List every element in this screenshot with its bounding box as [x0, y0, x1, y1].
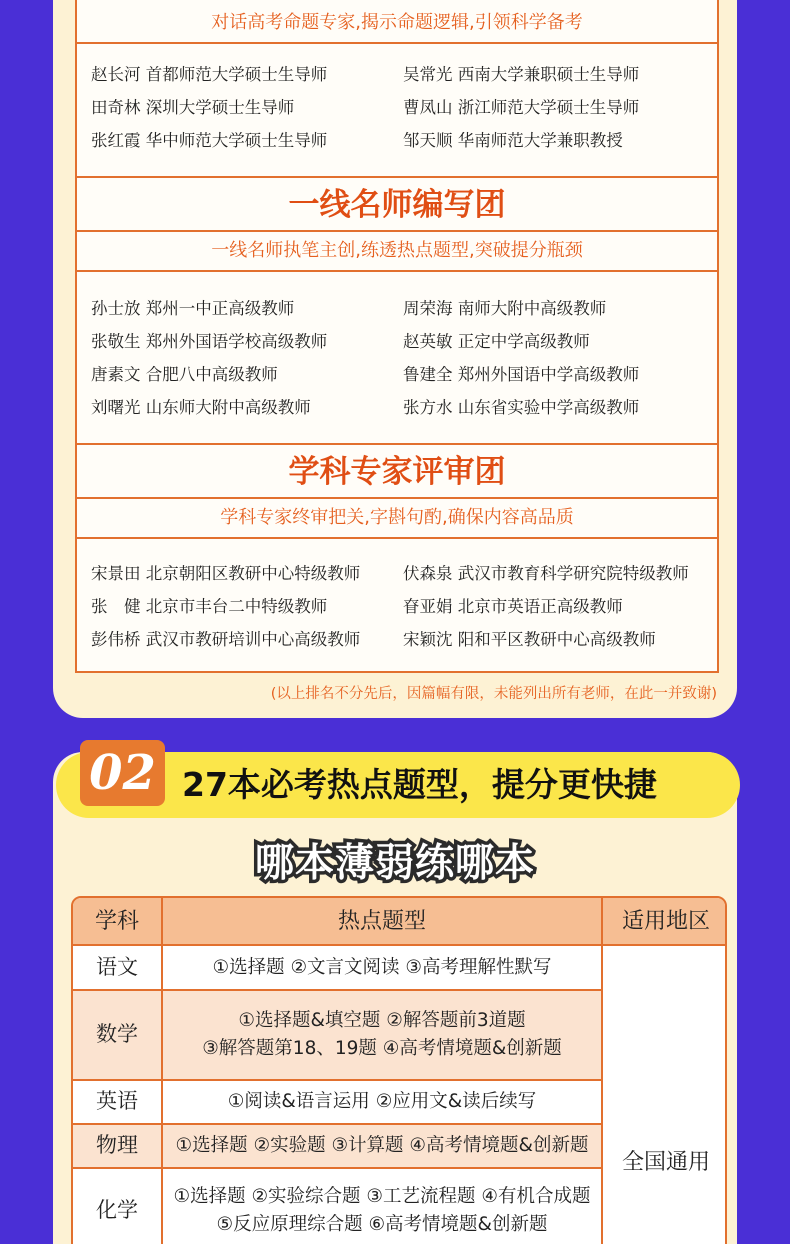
types-line: ①选择题 ②文言文阅读 ③高考理解性默写 — [212, 956, 552, 978]
section-number-badge: 02 — [80, 740, 165, 806]
table-row-subject: 数学 — [73, 991, 163, 1081]
review-member: 彭伟桥 武汉市教研培训中心高级教师 — [91, 630, 361, 649]
review-team-subtitle: 学科专家终审把关,字斟句酌,确保内容高品质 — [77, 499, 717, 539]
expert-member: 田奇林 深圳大学硕士生导师 — [91, 98, 295, 117]
table-row-subject: 语文 — [73, 946, 163, 991]
review-member: 宋颖沈 阳和平区教研中心高级教师 — [403, 630, 656, 649]
acknowledgement-note: (以上排名不分先后，因篇幅有限，未能列出所有老师，在此一并致谢) — [270, 686, 717, 702]
table-row-subject: 英语 — [73, 1081, 163, 1125]
table-row-types — [163, 1125, 603, 1169]
types-line: ③解答题第18、19题 ④高考情境题&创新题 — [202, 1038, 562, 1059]
types-line: ①阅读&语言运用 ②应用文&读后续写 — [227, 1091, 537, 1113]
expert-member: 赵长河 首都师范大学硕士生导师 — [91, 65, 328, 84]
expert-member: 邹天顺 华南师范大学兼职教授 — [403, 131, 623, 150]
table-row-types — [163, 946, 603, 991]
region-cell: 全国通用 — [603, 946, 727, 1244]
table-row-subject: 物理 — [73, 1125, 163, 1169]
review-member: 宋景田 北京朝阳区教研中心特级教师 — [91, 564, 361, 583]
review-member: 张 健 北京市丰台二中特级教师 — [91, 597, 328, 616]
teacher-team-title: 一线名师编写团 — [77, 176, 717, 232]
teacher-member: 孙士放 郑州一中正高级教师 — [91, 299, 295, 318]
expert-member: 曹凤山 浙江师范大学硕士生导师 — [403, 98, 640, 117]
table-row-types — [163, 991, 603, 1081]
review-team-title: 学科专家评审团 — [77, 443, 717, 499]
teacher-member: 鲁建全 郑州外国语中学高级教师 — [403, 365, 640, 384]
review-member: 伏森泉 武汉市教育科学研究院特级教师 — [403, 564, 689, 583]
types-line: ①选择题 ②实验综合题 ③工艺流程题 ④有机合成题 — [173, 1186, 591, 1208]
table-row-types — [163, 1081, 603, 1125]
expert-team-subtitle: 对话高考命题专家,揭示命题逻辑,引领科学备考 — [77, 4, 717, 44]
table-header-region: 适用地区 — [603, 898, 727, 946]
section-title: 27本必考热点题型，提分更快捷 — [182, 765, 657, 804]
review-member: 眘亚娟 北京市英语正高级教师 — [403, 597, 623, 616]
types-line: ①选择题 ②实验题 ③计算题 ④高考情境题&创新题 — [175, 1135, 589, 1157]
expert-member: 张红霞 华中师范大学硕士生导师 — [91, 131, 328, 150]
teacher-member: 赵英敏 正定中学高级教师 — [403, 332, 590, 351]
teacher-member: 唐素文 合肥八中高级教师 — [91, 365, 278, 384]
teacher-member: 张敬生 郑州外国语学校高级教师 — [91, 332, 328, 351]
teacher-member: 刘曙光 山东师大附中高级教师 — [91, 398, 311, 417]
table-row-types — [163, 1169, 603, 1244]
teacher-member: 周荣海 南师大附中高级教师 — [403, 299, 607, 318]
types-line: ⑤反应原理综合题 ⑥高考情境题&创新题 — [216, 1214, 548, 1235]
teacher-member: 张方水 山东省实验中学高级教师 — [403, 398, 640, 417]
slogan: 哪本薄弱练哪本 — [254, 841, 535, 886]
hot-topics-table — [71, 896, 727, 1244]
teams-frame — [75, 0, 719, 673]
teacher-team-subtitle: 一线名师执笔主创,练透热点题型,突破提分瓶颈 — [77, 232, 717, 272]
table-header-subject: 学科 — [73, 898, 163, 946]
expert-member: 吴常光 西南大学兼职硕士生导师 — [403, 65, 640, 84]
table-row-subject: 化学 — [73, 1169, 163, 1244]
table-header-types: 热点题型 — [163, 898, 603, 946]
types-line: ①选择题&填空题 ②解答题前3道题 — [238, 1010, 526, 1032]
